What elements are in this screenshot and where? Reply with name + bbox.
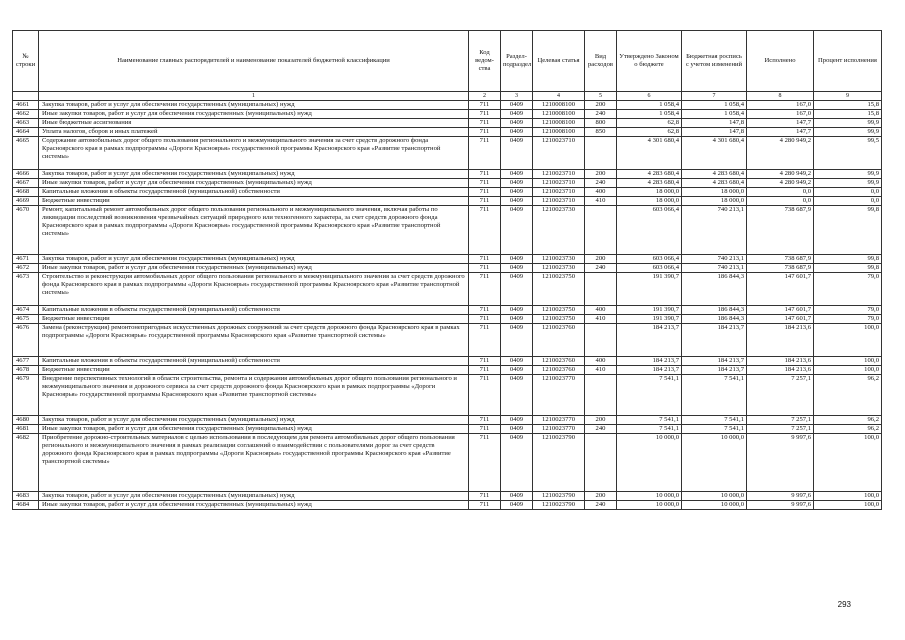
approved-cell: 7 541,1 — [617, 425, 682, 434]
executed-cell: 184 213,6 — [747, 366, 814, 375]
column-number: 7 — [682, 92, 747, 101]
table-row — [13, 315, 882, 324]
percent-cell: 79,0 — [814, 273, 882, 306]
executed-cell: 167,0 — [747, 110, 814, 119]
target-article-cell: 1210023760 — [533, 324, 585, 357]
row-number-cell: 4667 — [13, 179, 39, 188]
section-cell: 0409 — [501, 101, 533, 110]
row-number-cell: 4669 — [13, 197, 39, 206]
dept-code-cell: 711 — [469, 357, 501, 366]
approved-cell: 10 000,0 — [617, 434, 682, 492]
executed-cell: 7 257,1 — [747, 416, 814, 425]
target-article-cell: 1210023730 — [533, 264, 585, 273]
budget-list-cell: 10 000,0 — [682, 501, 747, 510]
percent-cell: 15,8 — [814, 110, 882, 119]
dept-code-cell: 711 — [469, 255, 501, 264]
row-number-cell: 4676 — [13, 324, 39, 357]
header-target-article: Целевая статья — [533, 31, 585, 92]
row-number-cell: 4675 — [13, 315, 39, 324]
row-name-cell: Закупка товаров, работ и услуг для обеспечения государственных (муниципальных) нужд — [39, 101, 469, 110]
section-cell: 0409 — [501, 306, 533, 315]
section-cell: 0409 — [501, 324, 533, 357]
budget-list-cell: 1 058,4 — [682, 110, 747, 119]
row-name-cell: Замена (реконструкция) ремонтонепригодных искусственных дорожных сооружений за счет средств дорожного фонда Красноярского края в рамках подпрограммы «Дороги Красноярья» государственной программы Красноярского края «Развитие транспортной системы» — [39, 324, 469, 357]
approved-cell: 18 000,0 — [617, 188, 682, 197]
approved-cell: 7 541,1 — [617, 416, 682, 425]
percent-cell: 79,0 — [814, 306, 882, 315]
section-cell: 0409 — [501, 206, 533, 255]
column-number: 5 — [585, 92, 617, 101]
row-number-cell: 4668 — [13, 188, 39, 197]
row-name-cell: Закупка товаров, работ и услуг для обеспечения государственных (муниципальных) нужд — [39, 255, 469, 264]
budget-list-cell: 186 844,3 — [682, 315, 747, 324]
approved-cell: 4 283 680,4 — [617, 179, 682, 188]
budget-table-sheet — [12, 30, 881, 510]
header-expense-type: Вид расходов — [585, 31, 617, 92]
percent-cell: 0,0 — [814, 197, 882, 206]
row-number-cell: 4663 — [13, 119, 39, 128]
percent-cell: 99,8 — [814, 255, 882, 264]
percent-cell: 100,0 — [814, 366, 882, 375]
dept-code-cell: 711 — [469, 501, 501, 510]
percent-cell: 100,0 — [814, 492, 882, 501]
executed-cell: 9 997,6 — [747, 501, 814, 510]
expense-type-cell: 400 — [585, 306, 617, 315]
budget-list-cell: 740 213,1 — [682, 255, 747, 264]
table-row — [13, 110, 882, 119]
header-approved: Утверждено Законом о бюджете — [617, 31, 682, 92]
percent-cell: 99,9 — [814, 119, 882, 128]
table-row — [13, 273, 882, 306]
expense-type-cell: 400 — [585, 357, 617, 366]
target-article-cell: 1210023790 — [533, 492, 585, 501]
row-name-cell: Бюджетные инвестиции — [39, 197, 469, 206]
dept-code-cell: 711 — [469, 273, 501, 306]
row-name-cell: Закупка товаров, работ и услуг для обеспечения государственных (муниципальных) нужд — [39, 416, 469, 425]
expense-type-cell — [585, 206, 617, 255]
row-name-cell: Капитальные вложения в объекты государственной (муниципальной) собственности — [39, 306, 469, 315]
target-article-cell: 1210023750 — [533, 315, 585, 324]
dept-code-cell: 711 — [469, 128, 501, 137]
expense-type-cell: 240 — [585, 425, 617, 434]
target-article-cell: 1210023770 — [533, 375, 585, 416]
column-numbers-row — [13, 92, 882, 101]
percent-cell: 0,0 — [814, 188, 882, 197]
approved-cell: 4 301 680,4 — [617, 137, 682, 170]
budget-execution-table — [12, 30, 882, 510]
dept-code-cell: 711 — [469, 179, 501, 188]
target-article-cell: 1210023750 — [533, 273, 585, 306]
header-row-number: № строки — [13, 31, 39, 92]
table-row — [13, 170, 882, 179]
executed-cell: 147,7 — [747, 119, 814, 128]
row-name-cell: Капитальные вложения в объекты государственной (муниципальной) собственности — [39, 188, 469, 197]
row-number-cell: 4661 — [13, 101, 39, 110]
expense-type-cell: 410 — [585, 366, 617, 375]
budget-list-cell: 18 000,0 — [682, 197, 747, 206]
row-name-cell: Ремонт, капитальный ремонт автомобильных дорог общего пользования регионального и межмуниципального значения, включая работы по ликвидации последствий возникновения чрезвычайных ситуаций природного или техногенного характера, за счет средств дорожного фонда Красноярского края в рамках подпрограммы «Дороги Красноярья» государственной программы Красноярского края «Развитие транспортной системы» — [39, 206, 469, 255]
percent-cell: 15,8 — [814, 101, 882, 110]
section-cell: 0409 — [501, 425, 533, 434]
executed-cell: 4 280 949,2 — [747, 137, 814, 170]
row-number-cell: 4683 — [13, 492, 39, 501]
table-header-row — [13, 31, 882, 92]
dept-code-cell: 711 — [469, 264, 501, 273]
budget-list-cell: 184 213,7 — [682, 366, 747, 375]
dept-code-cell: 711 — [469, 425, 501, 434]
row-number-cell: 4670 — [13, 206, 39, 255]
table-row — [13, 128, 882, 137]
percent-cell: 99,9 — [814, 128, 882, 137]
approved-cell: 1 058,4 — [617, 101, 682, 110]
executed-cell: 0,0 — [747, 188, 814, 197]
table-row — [13, 434, 882, 492]
target-article-cell: 1210023760 — [533, 357, 585, 366]
dept-code-cell: 711 — [469, 416, 501, 425]
executed-cell: 147 601,7 — [747, 306, 814, 315]
approved-cell: 603 066,4 — [617, 206, 682, 255]
percent-cell: 96,2 — [814, 416, 882, 425]
budget-list-cell: 186 844,3 — [682, 306, 747, 315]
executed-cell: 147 601,7 — [747, 315, 814, 324]
approved-cell: 603 066,4 — [617, 264, 682, 273]
section-cell: 0409 — [501, 137, 533, 170]
table-row — [13, 188, 882, 197]
column-number: 9 — [814, 92, 882, 101]
target-article-cell: 1210023710 — [533, 179, 585, 188]
row-number-cell: 4680 — [13, 416, 39, 425]
expense-type-cell: 200 — [585, 492, 617, 501]
section-cell: 0409 — [501, 110, 533, 119]
row-name-cell: Иные бюджетные ассигнования — [39, 119, 469, 128]
section-cell: 0409 — [501, 179, 533, 188]
row-name-cell: Иные закупки товаров, работ и услуг для обеспечения государственных (муниципальных) нужд — [39, 425, 469, 434]
row-name-cell: Иные закупки товаров, работ и услуг для обеспечения государственных (муниципальных) нужд — [39, 179, 469, 188]
row-number-cell: 4662 — [13, 110, 39, 119]
dept-code-cell: 711 — [469, 206, 501, 255]
approved-cell: 62,8 — [617, 119, 682, 128]
section-cell: 0409 — [501, 273, 533, 306]
percent-cell: 79,0 — [814, 315, 882, 324]
target-article-cell: 1210023750 — [533, 306, 585, 315]
expense-type-cell: 240 — [585, 110, 617, 119]
dept-code-cell: 711 — [469, 375, 501, 416]
expense-type-cell: 240 — [585, 501, 617, 510]
table-row — [13, 101, 882, 110]
table-row — [13, 264, 882, 273]
section-cell: 0409 — [501, 188, 533, 197]
target-article-cell: 1210023730 — [533, 255, 585, 264]
row-name-cell: Закупка товаров, работ и услуг для обеспечения государственных (муниципальных) нужд — [39, 492, 469, 501]
percent-cell: 100,0 — [814, 434, 882, 492]
budget-list-cell: 147,8 — [682, 128, 747, 137]
dept-code-cell: 711 — [469, 492, 501, 501]
section-cell: 0409 — [501, 416, 533, 425]
expense-type-cell — [585, 137, 617, 170]
expense-type-cell: 800 — [585, 119, 617, 128]
header-executed: Исполнено — [747, 31, 814, 92]
budget-list-cell: 740 213,1 — [682, 206, 747, 255]
row-number-cell: 4679 — [13, 375, 39, 416]
header-dept-code: Код ведом-ства — [469, 31, 501, 92]
expense-type-cell: 410 — [585, 315, 617, 324]
budget-list-cell: 1 058,4 — [682, 101, 747, 110]
executed-cell: 9 997,6 — [747, 434, 814, 492]
dept-code-cell: 711 — [469, 434, 501, 492]
approved-cell: 18 000,0 — [617, 197, 682, 206]
target-article-cell: 1210023710 — [533, 188, 585, 197]
executed-cell: 147 601,7 — [747, 273, 814, 306]
percent-cell: 99,8 — [814, 264, 882, 273]
table-row — [13, 492, 882, 501]
column-number: 3 — [501, 92, 533, 101]
row-name-cell: Уплата налогов, сборов и иных платежей — [39, 128, 469, 137]
target-article-cell: 1210023710 — [533, 137, 585, 170]
section-cell: 0409 — [501, 501, 533, 510]
budget-list-cell: 186 844,3 — [682, 273, 747, 306]
budget-list-cell: 10 000,0 — [682, 492, 747, 501]
approved-cell: 10 000,0 — [617, 492, 682, 501]
budget-list-cell: 7 541,1 — [682, 416, 747, 425]
row-number-cell: 4665 — [13, 137, 39, 170]
row-number-cell: 4671 — [13, 255, 39, 264]
target-article-cell: 1210023710 — [533, 170, 585, 179]
target-article-cell: 1210023760 — [533, 366, 585, 375]
target-article-cell: 1210023770 — [533, 425, 585, 434]
row-name-cell: Приобретение дорожно-строительных материалов с целью использования в последующем для ремонта автомобильных дорог общего пользования регионального и межмуниципального значения в рамках реализации соглашений о взаимодействии с пользователями дорог за счет средств дорожного фонда Красноярского края в рамках подпрограммы «Дороги Красноярья» государственной программы Красноярского края «Развитие транспортной системы» — [39, 434, 469, 492]
section-cell: 0409 — [501, 375, 533, 416]
row-name-cell: Иные закупки товаров, работ и услуг для обеспечения государственных (муниципальных) нужд — [39, 501, 469, 510]
expense-type-cell: 200 — [585, 170, 617, 179]
dept-code-cell: 711 — [469, 324, 501, 357]
section-cell: 0409 — [501, 170, 533, 179]
percent-cell: 99,9 — [814, 179, 882, 188]
row-number-cell: 4684 — [13, 501, 39, 510]
percent-cell: 99,9 — [814, 170, 882, 179]
section-cell: 0409 — [501, 315, 533, 324]
section-cell: 0409 — [501, 434, 533, 492]
column-number: 6 — [617, 92, 682, 101]
expense-type-cell: 410 — [585, 197, 617, 206]
row-name-cell: Капитальные вложения в объекты государственной (муниципальной) собственности — [39, 357, 469, 366]
table-row — [13, 179, 882, 188]
dept-code-cell: 711 — [469, 197, 501, 206]
percent-cell: 96,2 — [814, 375, 882, 416]
approved-cell: 184 213,7 — [617, 357, 682, 366]
dept-code-cell: 711 — [469, 366, 501, 375]
section-cell: 0409 — [501, 492, 533, 501]
budget-list-cell: 184 213,7 — [682, 357, 747, 366]
executed-cell: 738 687,9 — [747, 206, 814, 255]
header-name: Наименование главных распорядителей и наименование показателей бюджетной классификации — [39, 31, 469, 92]
executed-cell: 4 280 949,2 — [747, 179, 814, 188]
table-row — [13, 119, 882, 128]
percent-cell: 100,0 — [814, 324, 882, 357]
page-number: 293 — [837, 600, 851, 609]
executed-cell: 184 213,6 — [747, 357, 814, 366]
header-budget-list: Бюджетная роспись с учетом изменений — [682, 31, 747, 92]
row-number-cell: 4674 — [13, 306, 39, 315]
dept-code-cell: 711 — [469, 110, 501, 119]
table-row — [13, 137, 882, 170]
row-number-cell: 4672 — [13, 264, 39, 273]
section-cell: 0409 — [501, 357, 533, 366]
approved-cell: 191 390,7 — [617, 273, 682, 306]
budget-list-cell: 147,8 — [682, 119, 747, 128]
executed-cell: 7 257,1 — [747, 425, 814, 434]
percent-cell: 100,0 — [814, 501, 882, 510]
budget-list-cell: 184 213,7 — [682, 324, 747, 357]
row-number-cell: 4666 — [13, 170, 39, 179]
approved-cell: 603 066,4 — [617, 255, 682, 264]
approved-cell: 4 283 680,4 — [617, 170, 682, 179]
approved-cell: 184 213,7 — [617, 366, 682, 375]
row-number-cell: 4682 — [13, 434, 39, 492]
expense-type-cell: 200 — [585, 101, 617, 110]
row-number-cell: 4678 — [13, 366, 39, 375]
percent-cell: 99,8 — [814, 206, 882, 255]
approved-cell: 7 541,1 — [617, 375, 682, 416]
budget-list-cell: 4 301 680,4 — [682, 137, 747, 170]
budget-list-cell: 4 283 680,4 — [682, 179, 747, 188]
row-number-cell: 4664 — [13, 128, 39, 137]
expense-type-cell — [585, 434, 617, 492]
approved-cell: 191 390,7 — [617, 306, 682, 315]
target-article-cell: 1210008100 — [533, 101, 585, 110]
expense-type-cell — [585, 324, 617, 357]
target-article-cell: 1210008100 — [533, 119, 585, 128]
executed-cell: 738 687,9 — [747, 255, 814, 264]
executed-cell: 738 687,9 — [747, 264, 814, 273]
column-number-blank — [13, 92, 39, 101]
budget-list-cell: 7 541,1 — [682, 425, 747, 434]
executed-cell: 167,0 — [747, 101, 814, 110]
approved-cell: 10 000,0 — [617, 501, 682, 510]
row-name-cell: Содержание автомобильных дорог общего пользования регионального и межмуниципального значения за счет средств дорожного фонда Красноярского края в рамках подпрограммы «Дороги Красноярья» государственной программы Красноярского края «Развитие транспортной системы» — [39, 137, 469, 170]
expense-type-cell: 200 — [585, 255, 617, 264]
target-article-cell: 1210023730 — [533, 206, 585, 255]
table-row — [13, 357, 882, 366]
expense-type-cell: 400 — [585, 188, 617, 197]
row-number-cell: 4673 — [13, 273, 39, 306]
table-row — [13, 255, 882, 264]
row-name-cell: Внедрение перспективных технологий в области строительства, ремонта и содержания автомобильных дорог общего пользования регионального и межмуниципального значения и дорожного сервиса за счет средств дорожного фонда Красноярского края в рамках подпрограммы «Дороги Красноярья» государственной программы Красноярского края «Развитие транспортной системы» — [39, 375, 469, 416]
executed-cell: 7 257,1 — [747, 375, 814, 416]
section-cell: 0409 — [501, 128, 533, 137]
target-article-cell: 1210008100 — [533, 110, 585, 119]
dept-code-cell: 711 — [469, 101, 501, 110]
dept-code-cell: 711 — [469, 315, 501, 324]
percent-cell: 96,2 — [814, 425, 882, 434]
approved-cell: 191 390,7 — [617, 315, 682, 324]
table-row — [13, 425, 882, 434]
row-name-cell: Строительство и реконструкция автомобильных дорог общего пользования регионального и межмуниципального значения за счет средств дорожного фонда Красноярского края в рамках подпрограммы «Дороги Красноярья» государственной программы Красноярского края «Развитие транспортной системы» — [39, 273, 469, 306]
target-article-cell: 1210023790 — [533, 434, 585, 492]
expense-type-cell: 200 — [585, 416, 617, 425]
row-name-cell: Иные закупки товаров, работ и услуг для обеспечения государственных (муниципальных) нужд — [39, 110, 469, 119]
approved-cell: 184 213,7 — [617, 324, 682, 357]
section-cell: 0409 — [501, 264, 533, 273]
table-row — [13, 375, 882, 416]
section-cell: 0409 — [501, 197, 533, 206]
table-row — [13, 197, 882, 206]
executed-cell: 0,0 — [747, 197, 814, 206]
approved-cell: 1 058,4 — [617, 110, 682, 119]
executed-cell: 4 280 949,2 — [747, 170, 814, 179]
percent-cell: 100,0 — [814, 357, 882, 366]
row-name-cell: Закупка товаров, работ и услуг для обеспечения государственных (муниципальных) нужд — [39, 170, 469, 179]
budget-list-cell: 4 283 680,4 — [682, 170, 747, 179]
row-name-cell: Бюджетные инвестиции — [39, 315, 469, 324]
column-number: 8 — [747, 92, 814, 101]
target-article-cell: 1210023710 — [533, 197, 585, 206]
executed-cell: 184 213,6 — [747, 324, 814, 357]
row-number-cell: 4681 — [13, 425, 39, 434]
table-row — [13, 306, 882, 315]
section-cell: 0409 — [501, 366, 533, 375]
dept-code-cell: 711 — [469, 119, 501, 128]
expense-type-cell: 850 — [585, 128, 617, 137]
expense-type-cell — [585, 375, 617, 416]
target-article-cell: 1210023770 — [533, 416, 585, 425]
section-cell: 0409 — [501, 255, 533, 264]
expense-type-cell — [585, 273, 617, 306]
header-percent: Процент исполнения — [814, 31, 882, 92]
row-name-cell: Бюджетные инвестиции — [39, 366, 469, 375]
target-article-cell: 1210008100 — [533, 128, 585, 137]
target-article-cell: 1210023790 — [533, 501, 585, 510]
percent-cell: 99,5 — [814, 137, 882, 170]
expense-type-cell: 240 — [585, 264, 617, 273]
table-row — [13, 501, 882, 510]
approved-cell: 62,8 — [617, 128, 682, 137]
budget-list-cell: 10 000,0 — [682, 434, 747, 492]
section-cell: 0409 — [501, 119, 533, 128]
dept-code-cell: 711 — [469, 170, 501, 179]
table-row — [13, 416, 882, 425]
table-row — [13, 206, 882, 255]
executed-cell: 147,7 — [747, 128, 814, 137]
executed-cell: 9 997,6 — [747, 492, 814, 501]
table-body — [13, 101, 882, 510]
expense-type-cell: 240 — [585, 179, 617, 188]
dept-code-cell: 711 — [469, 137, 501, 170]
budget-list-cell: 740 213,1 — [682, 264, 747, 273]
row-number-cell: 4677 — [13, 357, 39, 366]
dept-code-cell: 711 — [469, 188, 501, 197]
dept-code-cell: 711 — [469, 306, 501, 315]
table-row — [13, 366, 882, 375]
header-section: Раздел-подраздел — [501, 31, 533, 92]
column-number: 2 — [469, 92, 501, 101]
column-number: 1 — [39, 92, 469, 101]
row-name-cell: Иные закупки товаров, работ и услуг для обеспечения государственных (муниципальных) нужд — [39, 264, 469, 273]
column-number: 4 — [533, 92, 585, 101]
table-row — [13, 324, 882, 357]
budget-list-cell: 7 541,1 — [682, 375, 747, 416]
budget-list-cell: 18 000,0 — [682, 188, 747, 197]
